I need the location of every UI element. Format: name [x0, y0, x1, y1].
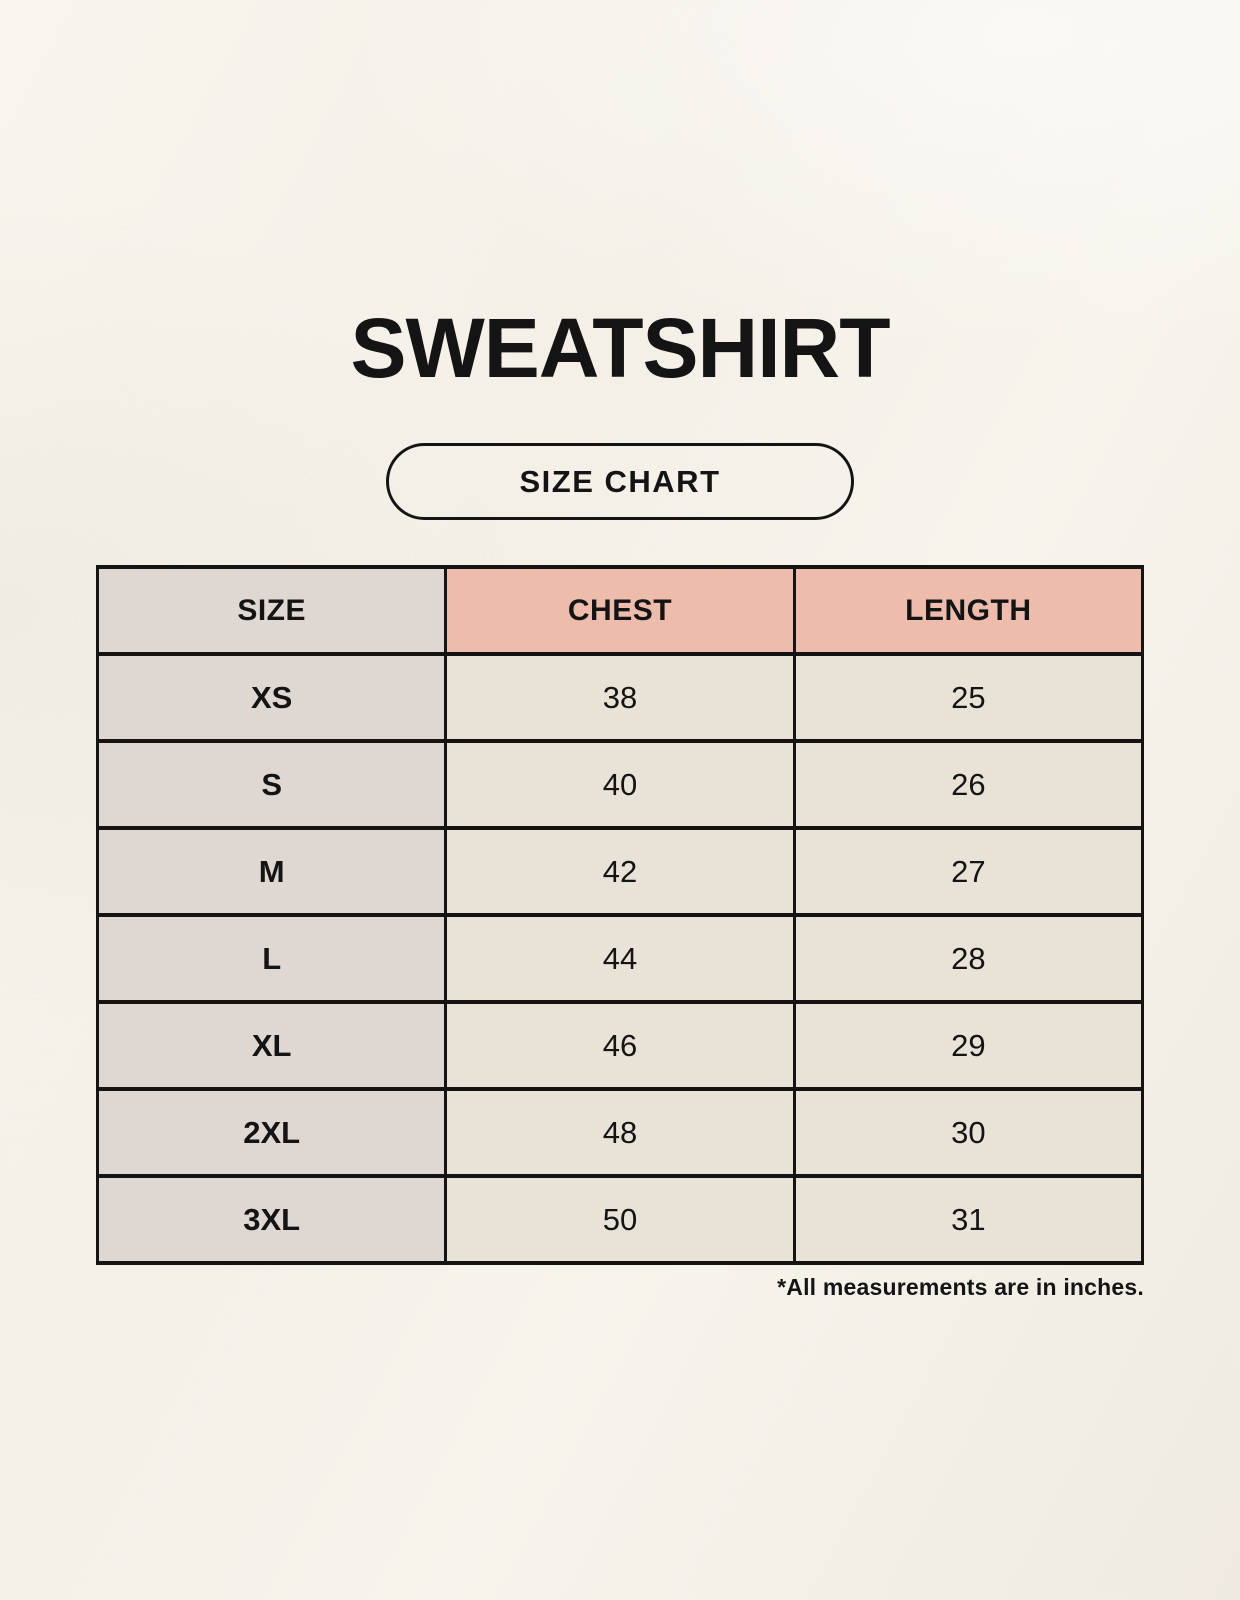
length-value-cell: 31	[794, 1176, 1142, 1263]
chest-value-cell: 44	[446, 915, 794, 1002]
size-cell: XS	[98, 654, 446, 741]
length-value-cell: 27	[794, 828, 1142, 915]
table-row	[98, 741, 1143, 828]
table-row	[98, 1176, 1143, 1263]
size-chart-badge-label: SIZE CHART	[519, 463, 721, 499]
chest-value-cell: 42	[446, 828, 794, 915]
size-cell: L	[98, 915, 446, 1002]
chest-value-cell: 38	[446, 654, 794, 741]
table-row	[98, 828, 1143, 915]
table-row	[98, 1089, 1143, 1176]
measurements-footnote: *All measurements are in inches.	[777, 1274, 1144, 1300]
column-header-size: SIZE	[98, 567, 446, 654]
size-chart-badge[interactable]	[386, 443, 854, 520]
size-cell: 2XL	[98, 1089, 446, 1176]
chest-value-cell: 40	[446, 741, 794, 828]
length-value-cell: 28	[794, 915, 1142, 1002]
size-table	[96, 565, 1144, 1265]
length-value-cell: 30	[794, 1089, 1142, 1176]
size-cell: S	[98, 741, 446, 828]
size-cell: M	[98, 828, 446, 915]
length-value-cell: 25	[794, 654, 1142, 741]
size-cell: XL	[98, 1002, 446, 1089]
chest-value-cell: 50	[446, 1176, 794, 1263]
table-header-row	[98, 567, 1143, 654]
length-value-cell: 29	[794, 1002, 1142, 1089]
chest-value-cell: 48	[446, 1089, 794, 1176]
table-row	[98, 915, 1143, 1002]
column-header-length: LENGTH	[794, 567, 1142, 654]
length-value-cell: 26	[794, 741, 1142, 828]
column-header-chest: CHEST	[446, 567, 794, 654]
table-row	[98, 654, 1143, 741]
size-table-container	[96, 565, 1144, 1265]
size-cell: 3XL	[98, 1176, 446, 1263]
table-row	[98, 1002, 1143, 1089]
page-title: SWEATSHIRT	[350, 301, 890, 395]
chest-value-cell: 46	[446, 1002, 794, 1089]
